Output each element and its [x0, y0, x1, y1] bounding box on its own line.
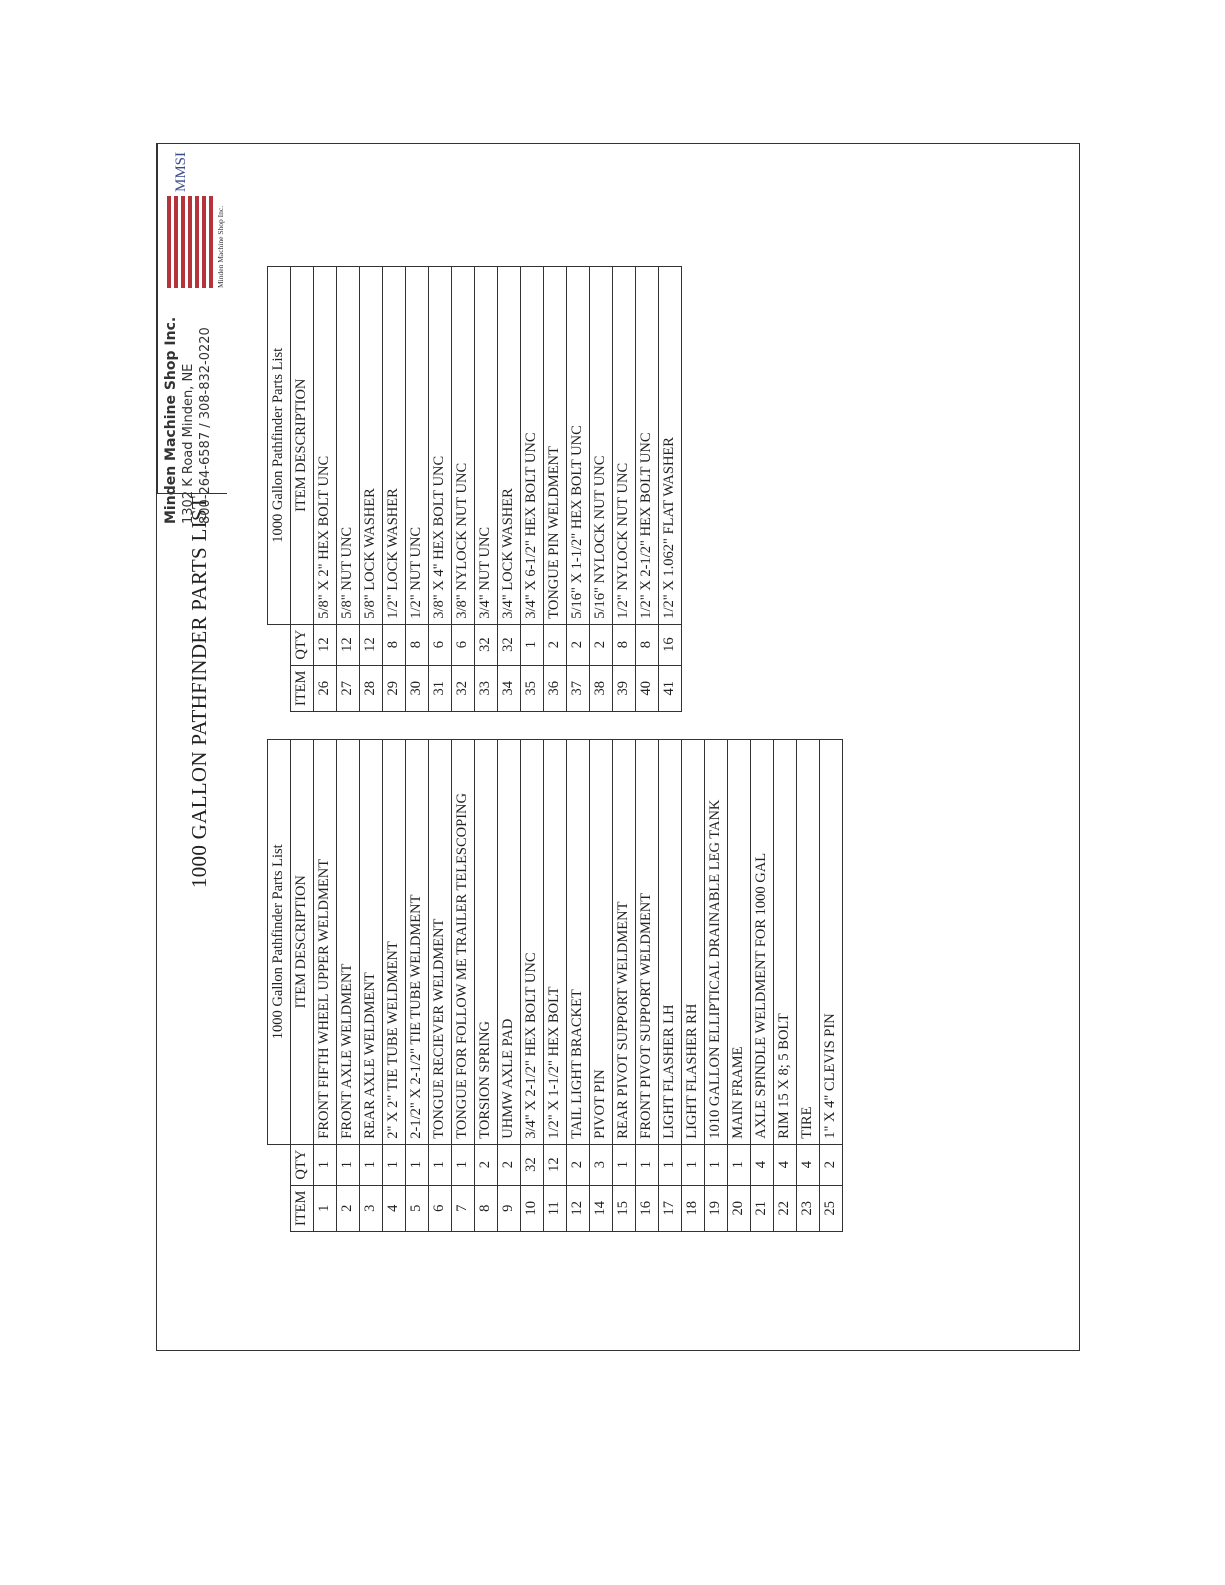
description-cell: 3/4" LOCK WASHER	[498, 266, 521, 624]
item-number-cell: 21	[751, 1185, 774, 1231]
table-row	[613, 266, 636, 711]
table-row	[659, 266, 682, 711]
description-cell: FRONT FIFTH WHEEL UPPER WELDMENT	[314, 739, 337, 1144]
item-number-cell: 9	[498, 1185, 521, 1231]
table-row	[636, 739, 659, 1231]
company-address: 1302 K Road Minden, NE	[181, 363, 196, 524]
description-cell: 5/8" X 2" HEX BOLT UNC	[314, 266, 337, 624]
item-number-cell: 12	[567, 1185, 590, 1231]
item-number-cell: 26	[314, 665, 337, 711]
qty-cell: 2	[820, 1144, 843, 1185]
description-cell: 1010 GALLON ELLIPTICAL DRAINABLE LEG TANK	[705, 739, 728, 1144]
qty-cell: 8	[636, 624, 659, 665]
item-number-cell: 36	[544, 665, 567, 711]
column-header-item: ITEM	[291, 1185, 314, 1231]
qty-cell: 32	[521, 1144, 544, 1185]
table-row	[429, 739, 452, 1231]
item-number-cell: 29	[383, 665, 406, 711]
description-cell: 3/4" NUT UNC	[475, 266, 498, 624]
description-cell: AXLE SPINDLE WELDMENT FOR 1000 GAL	[751, 739, 774, 1144]
column-header-description: ITEM DESCRIPTION	[291, 266, 314, 624]
item-number-cell: 2	[337, 1185, 360, 1231]
qty-cell: 2	[498, 1144, 521, 1185]
qty-cell: 1	[360, 1144, 383, 1185]
page-title: 1000 GALLON PATHFINDER PARTS LIST	[187, 495, 211, 889]
qty-cell: 12	[337, 624, 360, 665]
table-row	[475, 266, 498, 711]
item-number-cell: 11	[544, 1185, 567, 1231]
description-cell: 3/4" X 6-1/2" HEX BOLT UNC	[521, 266, 544, 624]
description-cell: 5/8" NUT UNC	[337, 266, 360, 624]
item-number-cell: 16	[636, 1185, 659, 1231]
qty-cell: 6	[429, 624, 452, 665]
qty-cell: 1	[682, 1144, 705, 1185]
qty-cell: 1	[521, 624, 544, 665]
item-number-cell: 15	[613, 1185, 636, 1231]
drawing-sheet	[156, 143, 1080, 1351]
qty-cell: 4	[751, 1144, 774, 1185]
item-number-cell: 19	[705, 1185, 728, 1231]
qty-cell: 4	[797, 1144, 820, 1185]
qty-cell: 1	[452, 1144, 475, 1185]
item-number-cell: 3	[360, 1185, 383, 1231]
description-cell: 1" X 4" CLEVIS PIN	[820, 739, 843, 1144]
item-number-cell: 1	[314, 1185, 337, 1231]
qty-cell: 2	[567, 624, 590, 665]
qty-cell: 6	[452, 624, 475, 665]
description-cell: 5/16" NYLOCK NUT UNC	[590, 266, 613, 624]
table-caption: 1000 Gallon Pathfinder Parts List	[268, 266, 291, 624]
item-number-cell: 38	[590, 665, 613, 711]
table-row	[452, 266, 475, 711]
qty-cell: 1	[659, 1144, 682, 1185]
item-number-cell: 34	[498, 665, 521, 711]
table-row	[567, 266, 590, 711]
parts-table-2	[267, 266, 682, 712]
qty-cell: 2	[544, 624, 567, 665]
table-row	[797, 739, 820, 1231]
company-phone: 800-264-6587 / 308-832-0220	[198, 327, 213, 524]
qty-cell: 2	[567, 1144, 590, 1185]
qty-cell: 1	[337, 1144, 360, 1185]
description-cell: 5/16" X 1-1/2" HEX BOLT UNC	[567, 266, 590, 624]
table-row	[751, 739, 774, 1231]
item-number-cell: 30	[406, 665, 429, 711]
item-number-cell: 23	[797, 1185, 820, 1231]
description-cell: REAR PIVOT SUPPORT WELDMENT	[613, 739, 636, 1144]
logo-text: MMSI	[173, 152, 189, 192]
item-number-cell: 22	[774, 1185, 797, 1231]
description-cell: FRONT AXLE WELDMENT	[337, 739, 360, 1144]
qty-cell: 1	[728, 1144, 751, 1185]
description-cell: FRONT PIVOT SUPPORT WELDMENT	[636, 739, 659, 1144]
item-number-cell: 6	[429, 1185, 452, 1231]
column-header-item: ITEM	[291, 665, 314, 711]
description-cell: 2-1/2" X 2-1/2" TIE TUBE WELDMENT	[406, 739, 429, 1144]
table-corner	[268, 624, 291, 711]
description-cell: MAIN FRAME	[728, 739, 751, 1144]
item-number-cell: 17	[659, 1185, 682, 1231]
qty-cell: 32	[475, 624, 498, 665]
table-row	[406, 266, 429, 711]
description-cell: 1/2" X 2-1/2" HEX BOLT UNC	[636, 266, 659, 624]
description-cell: 3/8" X 4" HEX BOLT UNC	[429, 266, 452, 624]
qty-cell: 4	[774, 1144, 797, 1185]
table-row	[705, 739, 728, 1231]
description-cell: 1/2" NUT UNC	[406, 266, 429, 624]
table-row	[590, 266, 613, 711]
description-cell: 3/8" NYLOCK NUT UNC	[452, 266, 475, 624]
description-cell: 1/2" X 1.062" FLAT WASHER	[659, 266, 682, 624]
description-cell: PIVOT PIN	[590, 739, 613, 1144]
qty-cell: 3	[590, 1144, 613, 1185]
logo-subtext: Minden Machine Shop Inc.	[216, 205, 225, 288]
qty-cell: 8	[406, 624, 429, 665]
table-row	[521, 739, 544, 1231]
table-row	[498, 266, 521, 711]
table-row	[360, 266, 383, 711]
qty-cell: 1	[429, 1144, 452, 1185]
table-row	[590, 739, 613, 1231]
table-row	[728, 739, 751, 1231]
table-row	[774, 739, 797, 1231]
qty-cell: 1	[636, 1144, 659, 1185]
qty-cell: 8	[613, 624, 636, 665]
item-number-cell: 7	[452, 1185, 475, 1231]
table-row	[383, 739, 406, 1231]
description-cell: 1/2" X 1-1/2" HEX BOLT	[544, 739, 567, 1144]
description-cell: TONGUE FOR FOLLOW ME TRAILER TELESCOPING	[452, 739, 475, 1144]
table-row	[820, 739, 843, 1231]
parts-table-2-body	[314, 266, 682, 711]
qty-cell: 8	[383, 624, 406, 665]
description-cell: LIGHT FLASHER RH	[682, 739, 705, 1144]
table-row	[360, 739, 383, 1231]
table-row	[337, 739, 360, 1231]
item-number-cell: 37	[567, 665, 590, 711]
rotated-content	[157, 144, 1081, 1352]
table-row	[682, 739, 705, 1231]
item-number-cell: 32	[452, 665, 475, 711]
item-number-cell: 18	[682, 1185, 705, 1231]
table-row	[452, 739, 475, 1231]
table-row	[567, 739, 590, 1231]
description-cell: 2" X 2" TIE TUBE WELDMENT	[383, 739, 406, 1144]
item-number-cell: 35	[521, 665, 544, 711]
qty-cell: 12	[360, 624, 383, 665]
description-cell: 3/4" X 2-1/2" HEX BOLT UNC	[521, 739, 544, 1144]
qty-cell: 1	[383, 1144, 406, 1185]
description-cell: 1/2" NYLOCK NUT UNC	[613, 266, 636, 624]
table-row	[314, 739, 337, 1231]
title-block-frame	[157, 144, 227, 494]
parts-table-1	[267, 739, 843, 1232]
qty-cell: 12	[544, 1144, 567, 1185]
qty-cell: 1	[613, 1144, 636, 1185]
table-row	[613, 739, 636, 1231]
description-cell: 1/2" LOCK WASHER	[383, 266, 406, 624]
item-number-cell: 33	[475, 665, 498, 711]
qty-cell: 2	[590, 624, 613, 665]
qty-cell: 2	[475, 1144, 498, 1185]
company-name: Minden Machine Shop Inc.	[163, 316, 179, 524]
item-number-cell: 4	[383, 1185, 406, 1231]
qty-cell: 12	[314, 624, 337, 665]
qty-cell: 1	[406, 1144, 429, 1185]
table-row	[314, 266, 337, 711]
item-number-cell: 8	[475, 1185, 498, 1231]
table-caption: 1000 Gallon Pathfinder Parts List	[268, 739, 291, 1144]
table-row	[636, 266, 659, 711]
table-row	[475, 739, 498, 1231]
parts-table-1-body	[314, 739, 843, 1231]
table-row	[544, 739, 567, 1231]
item-number-cell: 40	[636, 665, 659, 711]
item-number-cell: 31	[429, 665, 452, 711]
description-cell: 5/8" LOCK WASHER	[360, 266, 383, 624]
description-cell: REAR AXLE WELDMENT	[360, 739, 383, 1144]
column-header-qty: QTY	[291, 1144, 314, 1185]
qty-cell: 1	[314, 1144, 337, 1185]
table-row	[544, 266, 567, 711]
table-row	[337, 266, 360, 711]
table-row	[498, 739, 521, 1231]
table-corner	[268, 1144, 291, 1231]
item-number-cell: 20	[728, 1185, 751, 1231]
description-cell: LIGHT FLASHER LH	[659, 739, 682, 1144]
description-cell: TORSION SPRING	[475, 739, 498, 1144]
item-number-cell: 28	[360, 665, 383, 711]
table-row	[659, 739, 682, 1231]
description-cell: TAIL LIGHT BRACKET	[567, 739, 590, 1144]
item-number-cell: 25	[820, 1185, 843, 1231]
column-header-qty: QTY	[291, 624, 314, 665]
table-row	[429, 266, 452, 711]
qty-cell: 16	[659, 624, 682, 665]
description-cell: TIRE	[797, 739, 820, 1144]
item-number-cell: 39	[613, 665, 636, 711]
item-number-cell: 41	[659, 665, 682, 711]
item-number-cell: 14	[590, 1185, 613, 1231]
qty-cell: 32	[498, 624, 521, 665]
item-number-cell: 5	[406, 1185, 429, 1231]
table-row	[406, 739, 429, 1231]
description-cell: TONGUE PIN WELDMENT	[544, 266, 567, 624]
column-header-description: ITEM DESCRIPTION	[291, 739, 314, 1144]
table-row	[383, 266, 406, 711]
item-number-cell: 10	[521, 1185, 544, 1231]
description-cell: UHMW AXLE PAD	[498, 739, 521, 1144]
qty-cell: 1	[705, 1144, 728, 1185]
item-number-cell: 27	[337, 665, 360, 711]
table-row	[521, 266, 544, 711]
description-cell: RIM 15 X 8; 5 BOLT	[774, 739, 797, 1144]
description-cell: TONGUE RECIEVER WELDMENT	[429, 739, 452, 1144]
